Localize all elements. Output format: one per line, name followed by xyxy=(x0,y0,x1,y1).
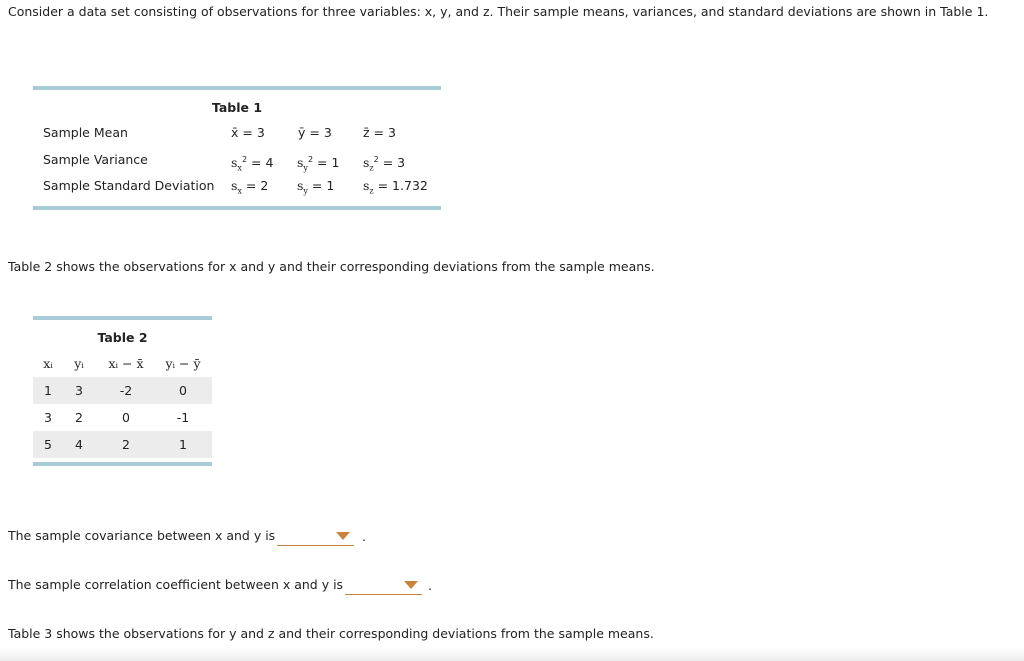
chevron-down-icon xyxy=(336,532,350,540)
table-row xyxy=(33,431,212,458)
covariance-dropdown[interactable] xyxy=(277,527,354,546)
cell-yi: 4 xyxy=(75,437,83,452)
cell-y-deviation: -1 xyxy=(176,410,190,425)
cell-xi: 1 xyxy=(44,383,52,398)
table-row xyxy=(33,121,441,145)
chevron-down-icon xyxy=(404,581,418,589)
mean-y: ȳ = 3 xyxy=(298,125,332,140)
std-dev-x: $s_x = 2$ xyxy=(231,178,269,196)
cell-xi: 5 xyxy=(44,437,52,452)
std-dev-y: $s_y = 1$ xyxy=(297,178,335,196)
variance-z: $s_z^2 = 3$ xyxy=(363,155,406,173)
table-3-intro-text: Table 3 shows the observations for y and z and their corresponding deviations from the sample means. xyxy=(8,626,654,641)
period: . xyxy=(362,529,366,544)
table-2-intro-text: Table 2 shows the observations for x and y and their corresponding deviations from the sample means. xyxy=(8,259,655,274)
variance-y: $s_y^2 = 1$ xyxy=(297,155,340,173)
table-1-top-rule xyxy=(33,86,441,90)
cell-x-deviation: 2 xyxy=(122,437,130,452)
cell-yi: 3 xyxy=(75,383,83,398)
header-x-deviation: xᵢ − x̄ xyxy=(108,356,144,371)
variance-x: $s_x^2 = 4$ xyxy=(231,155,274,173)
table-row xyxy=(33,404,212,431)
table-2-caption: Table 2 xyxy=(97,330,148,345)
period: . xyxy=(428,578,432,593)
header-y-deviation: yᵢ − ȳ xyxy=(165,356,201,371)
header-xi: xᵢ xyxy=(43,356,53,371)
std-dev-z: $s_z = 1.732$ xyxy=(363,178,428,196)
page-bottom-fade xyxy=(0,648,1024,661)
table-1-bottom-rule xyxy=(33,206,441,210)
table-row xyxy=(33,174,441,198)
cell-xi: 3 xyxy=(44,410,52,425)
covariance-question: The sample covariance between x and y is xyxy=(8,528,276,543)
row-label-variance: Sample Variance xyxy=(43,152,148,167)
intro-text: Consider a data set consisting of observations for three variables: x, y, and z. Their sample means, variances, and standard deviations are shown in Table 1. xyxy=(8,4,989,19)
header-yi: yᵢ xyxy=(74,356,84,371)
table-row xyxy=(33,377,212,404)
cell-y-deviation: 0 xyxy=(179,383,187,398)
table-row xyxy=(33,148,441,172)
mean-z: z̄ = 3 xyxy=(363,125,396,140)
cell-y-deviation: 1 xyxy=(179,437,187,452)
cell-x-deviation: -2 xyxy=(119,383,133,398)
cell-x-deviation: 0 xyxy=(122,410,130,425)
table-2-top-rule xyxy=(33,316,212,320)
table-1-caption: Table 1 xyxy=(211,100,263,115)
row-label-std-dev: Sample Standard Deviation xyxy=(43,178,215,193)
table-2-bottom-rule xyxy=(33,462,212,466)
row-label-mean: Sample Mean xyxy=(43,125,128,140)
correlation-dropdown[interactable] xyxy=(345,576,422,595)
mean-x: x̄ = 3 xyxy=(231,125,265,140)
correlation-question: The sample correlation coefficient between x and y is xyxy=(8,577,344,592)
cell-yi: 2 xyxy=(75,410,83,425)
table-header-row xyxy=(33,350,212,377)
